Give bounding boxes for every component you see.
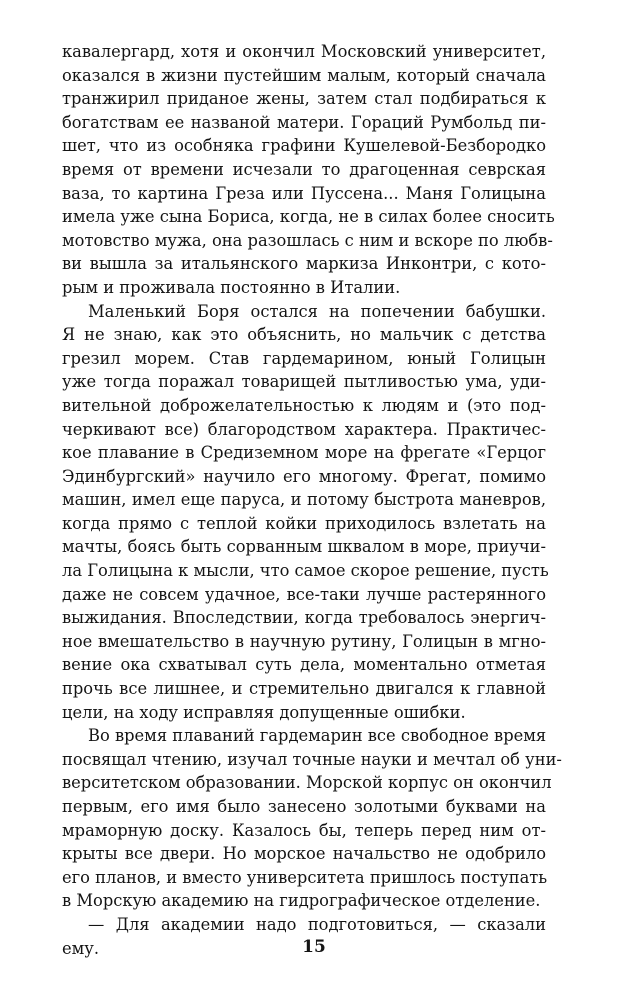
text-line: машин, имел еще паруса, и потому быстрота маневров, bbox=[62, 490, 546, 510]
text-line: в Морскую академию на гидрографическое отделение. bbox=[62, 891, 541, 911]
text-line: посвящал чтению, изучал точные науки и мечтал об уни- bbox=[62, 749, 562, 769]
text-line: — Для академии надо подготовиться, — сказали bbox=[88, 914, 546, 934]
text-line: ла Голицына к мысли, что самое скорое решение, пусть bbox=[62, 561, 549, 581]
text-line: прочь все лишнее, и стремительно двигался к главной bbox=[62, 679, 546, 699]
text-line: мачты, боясь быть сорванным шквалом в море, приучи- bbox=[62, 537, 546, 557]
text-line: первым, его имя было занесено золотыми буквами на bbox=[62, 797, 546, 816]
text-line: когда прямо с теплой койки приходилось взлетать на bbox=[62, 513, 546, 533]
text-line: Я не знаю, как это объяснить, но мальчик с детства bbox=[62, 325, 546, 345]
text-line: рым и проживала постоянно в Италии. bbox=[62, 277, 401, 297]
page-body bbox=[62, 40, 562, 960]
text-line: ему. bbox=[62, 938, 100, 958]
paragraph-3 bbox=[62, 724, 562, 913]
text-line: ви вышла за итальянского маркиза Инконтри, с кото- bbox=[62, 254, 546, 274]
text-line: вительной доброжелательностью к людям и (это под- bbox=[62, 395, 546, 415]
text-line: ное вмешательство в научную рутину, Голицын в мгно- bbox=[62, 631, 546, 651]
paragraph-2 bbox=[62, 300, 549, 725]
text-line: его планов, и вместо университета пришлось поступать bbox=[62, 867, 548, 887]
page-number: 15 bbox=[302, 937, 326, 957]
text-line: Эдинбургский» научило его многому. Фрегат, помимо bbox=[62, 466, 546, 486]
text-line: крыты все двери. Но морское начальство не одобрило bbox=[62, 844, 546, 864]
text-line: кое плавание в Средиземном море на фрегате «Герцог bbox=[62, 443, 546, 463]
text-line: Во время плаваний гардемарин все свободное время bbox=[88, 726, 547, 746]
text-line: цели, на ходу исправляя допущенные ошибки. bbox=[62, 702, 466, 722]
text-line: мраморную доску. Казалось бы, теперь перед ним от- bbox=[62, 820, 546, 840]
text-line: богатствам ее названой матери. Гораций Румбольд пи- bbox=[62, 112, 546, 132]
text-line: уже тогда поражал товарищей пытливостью ума, уди- bbox=[62, 372, 546, 392]
text-line: Маленький Боря остался на попечении бабушки. bbox=[88, 301, 546, 321]
text-line: даже не совсем удачное, все-таки лучше растерянного bbox=[62, 584, 546, 604]
text-line: верситетском образовании. Морской корпус он окончил bbox=[62, 773, 552, 793]
text-line: транжирил приданое жены, затем стал подбираться к bbox=[62, 89, 546, 109]
text-line: оказался в жизни пустейшим малым, который сначала bbox=[62, 65, 546, 85]
text-line: мотовство мужа, она разошлась с ним и вскоре по любв- bbox=[62, 230, 553, 250]
text-line: кавалергард, хотя и окончил Московский университет, bbox=[62, 42, 546, 61]
text-line: время от времени исчезали то драгоценная севрская bbox=[62, 159, 546, 179]
paragraph-1 bbox=[62, 40, 555, 300]
text-line: шет, что из особняка графини Кушелевой-Безбородко bbox=[62, 136, 546, 156]
text-line: грезил морем. Став гардемарином, юный Голицын bbox=[62, 348, 546, 368]
text-line: вение ока схватывал суть дела, моментально отметая bbox=[62, 655, 546, 675]
text-line: выжидания. Впоследствии, когда требовалось энергич- bbox=[62, 608, 546, 628]
text-line: имела уже сына Бориса, когда, не в силах более сносить bbox=[62, 207, 555, 227]
text-line: черкивают все) благородством характера. Практичес- bbox=[62, 419, 546, 439]
text-line: ваза, то картина Греза или Пуссена... Маня Голицына bbox=[62, 183, 546, 203]
